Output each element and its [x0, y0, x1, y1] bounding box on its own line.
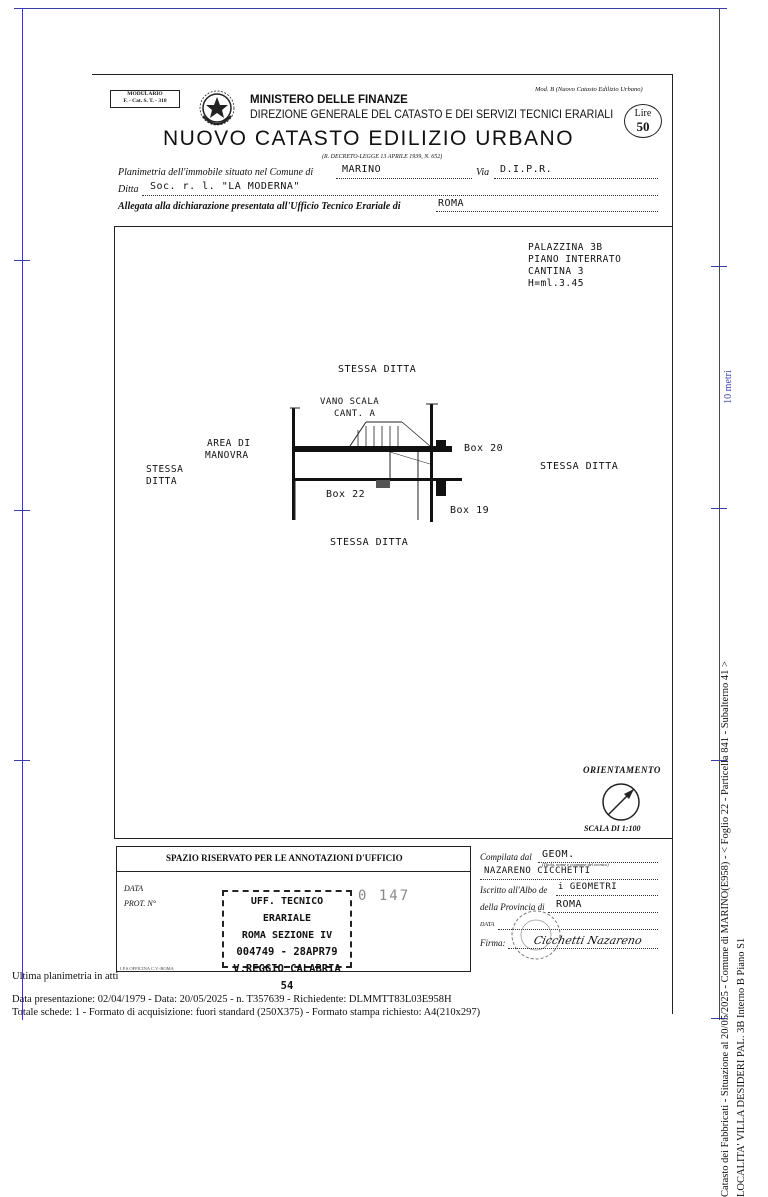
cadastral-reference-text: Catasto dei Fabbricati - Situazione al 20/05/2025 - Comune di MARINO(E958) - < Foglio 22 - Particella 841 - Subalterno 41 > LOCALITA' VILLA DESIDERI PAL. 3B Interno B Piano S1 — [720, 661, 747, 1197]
dotted-line — [548, 912, 658, 913]
label-stessa-ditta-top: STESSA DITTA — [338, 364, 417, 375]
ministry-name: MINISTERO DELLE FINANZE — [250, 94, 408, 106]
allegata-value: ROMA — [438, 198, 465, 209]
compilata-hint: (Titolo, nome e cognome del tecnico) — [542, 862, 609, 867]
signature: Cicchetti Nazareno — [532, 934, 644, 947]
albo-value: i GEOMETRI — [558, 882, 618, 892]
compilata-label: Compilata dal — [480, 852, 532, 862]
floor-plan-area — [114, 226, 673, 839]
via-value: D.I.P.R. — [500, 164, 553, 175]
ditta-label: Ditta — [118, 184, 139, 195]
frame-tick — [14, 8, 30, 9]
scale-label: SCALA DI 1:100 — [584, 824, 641, 833]
mod-b-label: Mod. B (Nuovo Catasto Edilizio Urbano) — [535, 86, 643, 93]
frame-left — [22, 8, 23, 1020]
north-arrow-icon — [600, 782, 642, 822]
label-stessa-ditta-bottom: STESSA DITTA — [330, 537, 409, 548]
provincia-label: della Provincia di — [480, 902, 545, 912]
modulario-box: MODULARIO F. - Cat. S. T. - 318 — [110, 90, 180, 108]
compilata-value: GEOM. — [542, 849, 575, 860]
label-area-manovra: AREA DI MANOVRA — [205, 438, 251, 461]
footer-ultima: Ultima planimetria in atti — [12, 971, 119, 982]
orientation-label: ORIENTAMENTO — [583, 765, 661, 775]
frame-tick — [14, 510, 30, 511]
stamp-number: 0 147 — [358, 888, 411, 904]
document-title: NUOVO CATASTO EDILIZIO URBANO — [163, 127, 575, 150]
scale-note: 10 metri — [723, 370, 734, 404]
decree-ref: (R. DECRETO-LEGGE 13 APRILE 1939, N. 652) — [322, 154, 443, 160]
floor-plan-drawing — [290, 400, 470, 525]
dotted-line — [436, 211, 658, 212]
dotted-line — [494, 178, 658, 179]
label-stessa-ditta-left: STESSA DITTA — [146, 464, 184, 487]
office-box-title: SPAZIO RISERVATO PER LE ANNOTAZIONI D'UFFICIO — [166, 853, 403, 863]
label-box-20: Box 20 — [464, 443, 504, 454]
provincia-value: ROMA — [556, 899, 583, 910]
footer-line-2: Totale schede: 1 - Formato di acquisizione: fuori standard (250X375) - Formato stampa richiesto: A4(210x297) — [12, 1007, 481, 1018]
plan-note: PALAZZINA 3B PIANO INTERRATO CANTINA 3 H=ml.3.45 — [528, 242, 622, 289]
office-box-header-rule — [116, 871, 471, 872]
dotted-line — [508, 948, 658, 949]
state-emblem-icon — [198, 88, 236, 130]
ditta-value: Soc. r. l. "LA MODERNA" — [150, 181, 300, 192]
firma-label: Firma: — [480, 938, 506, 948]
planimetria-label: Planimetria dell'immobile situato nel Comune di — [118, 167, 314, 178]
frame-top — [22, 8, 720, 9]
technician-name: NAZARENO CICCHETTI — [484, 866, 591, 876]
label-box-22: Box 22 — [326, 489, 366, 500]
compiler-data-label: DATA — [480, 922, 495, 928]
frame-tick — [14, 260, 30, 261]
label-box-19: Box 19 — [450, 505, 490, 516]
albo-label: Iscritto all'Albo de — [480, 885, 548, 895]
comune-value: MARINO — [342, 164, 382, 175]
dotted-line — [142, 195, 658, 196]
office-data-label: DATA — [124, 884, 144, 893]
footer-line-1: Data presentazione: 02/04/1979 - Data: 20/05/2025 - n. T357639 - Richiedente: DLMMTT83L03E958H — [12, 994, 452, 1005]
lire-stamp: Lire 50 — [624, 104, 662, 138]
frame-tick — [14, 760, 30, 761]
office-prot-label: PROT. N° — [124, 899, 156, 908]
dotted-line — [336, 178, 472, 179]
office-stamp: UFF. TECNICO ERARIALE ROMA SEZIONE IV 004749 - 28APR79 V.REGGIO CALABRIA 54 — [222, 890, 352, 968]
allegata-label: Allegata alla dichiarazione presentata all'Ufficio Tecnico Erariale di — [118, 201, 401, 212]
frame-tick — [711, 8, 727, 9]
label-vano-scala: VANO SCALA CANT. A — [320, 397, 380, 419]
direction-name: DIREZIONE GENERALE DEL CATASTO E DEI SERVIZI TECNICI ERARIALI — [250, 109, 614, 121]
dotted-line — [480, 879, 658, 880]
dotted-line — [556, 895, 658, 896]
label-stessa-ditta-right: STESSA DITTA — [540, 461, 619, 472]
doc-top-rule — [92, 74, 672, 75]
via-label: Via — [476, 167, 490, 178]
printer-note: I.P.S.OFFICINA C.V.-ROMA — [120, 966, 174, 971]
